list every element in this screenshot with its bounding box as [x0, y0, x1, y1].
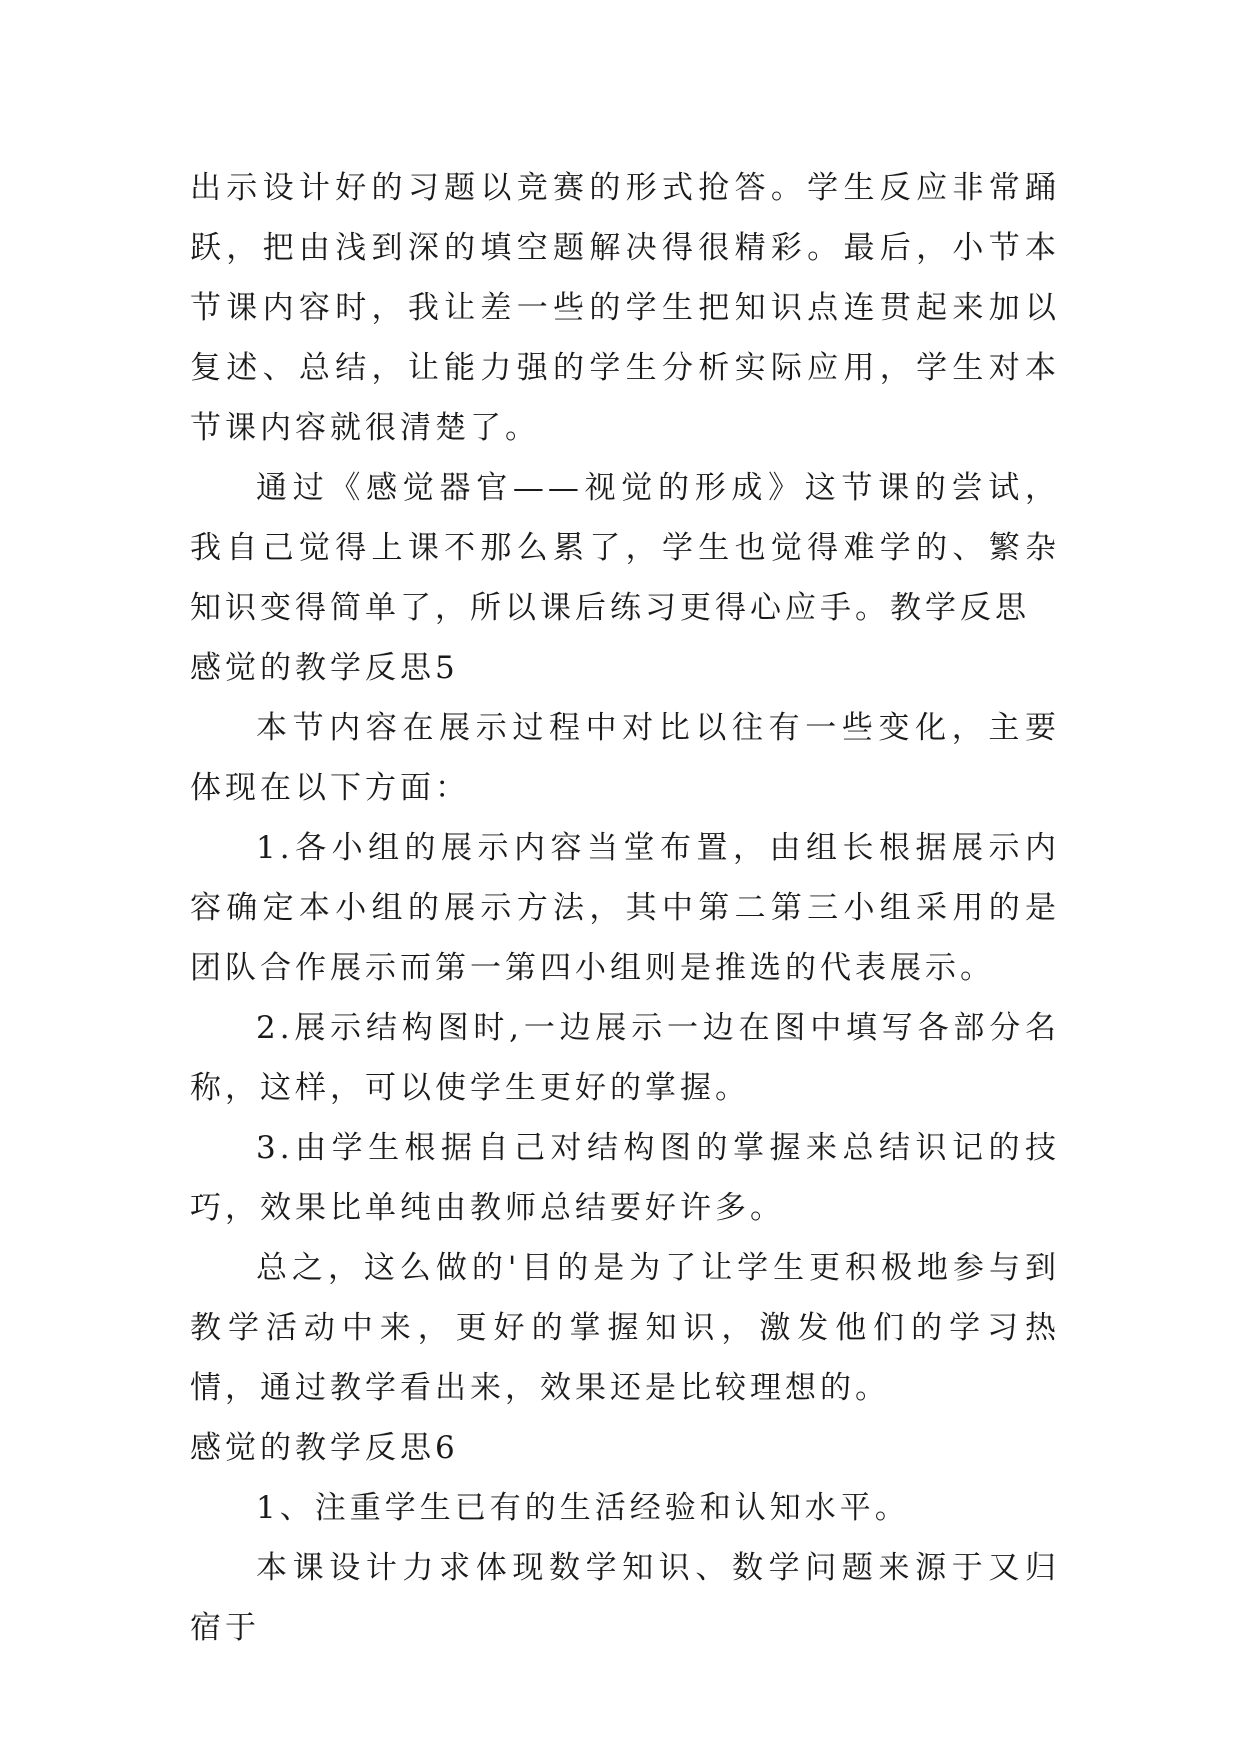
section-heading-6: 感觉的教学反思6	[190, 1430, 459, 1466]
paragraph-visual-lesson: 通过《感觉器官——视觉的形成》这节课的尝试，我自己觉得上课不那么累了，学生也觉得难学的、繁杂知识变得简单了，所以课后练习更得心应手。教学反思	[190, 470, 1060, 626]
paragraph-summary: 总之，这么做的'目的是为了让学生更积极地参与到教学活动中来，更好的掌握知识，激发他们的学习热情，通过教学看出来，效果还是比较理想的。	[190, 1250, 1060, 1406]
paragraph-point-3: 3.由学生根据自己对结构图的掌握来总结识记的技巧，效果比单纯由教师总结要好许多。	[190, 1130, 1060, 1226]
paragraph-design-intro: 本课设计力求体现数学知识、数学问题来源于又归宿于	[190, 1550, 1060, 1646]
paragraph-item-1: 1、注重学生已有的生活经验和认知水平。	[256, 1490, 910, 1526]
paragraph-intro-changes: 本节内容在展示过程中对比以往有一些变化，主要体现在以下方面：	[190, 710, 1060, 806]
document-body	[190, 158, 1060, 1658]
section-heading-5: 感觉的教学反思5	[190, 650, 459, 686]
paragraph-point-2: 2.展示结构图时,一边展示一边在图中填写各部分名称，这样，可以使学生更好的掌握。	[190, 1010, 1060, 1106]
paragraph-point-1: 1.各小组的展示内容当堂布置，由组长根据展示内容确定本小组的展示方法，其中第二第三小组采用的是团队合作展示而第一第四小组则是推选的代表展示。	[190, 830, 1060, 986]
paragraph-continued: 出示设计好的习题以竞赛的形式抢答。学生反应非常踊跃，把由浅到深的填空题解决得很精彩。最后，小节本节课内容时，我让差一些的学生把知识点连贯起来加以复述、总结，让能力强的学生分析实际应用，学生对本节课内容就很清楚了。	[190, 170, 1060, 446]
